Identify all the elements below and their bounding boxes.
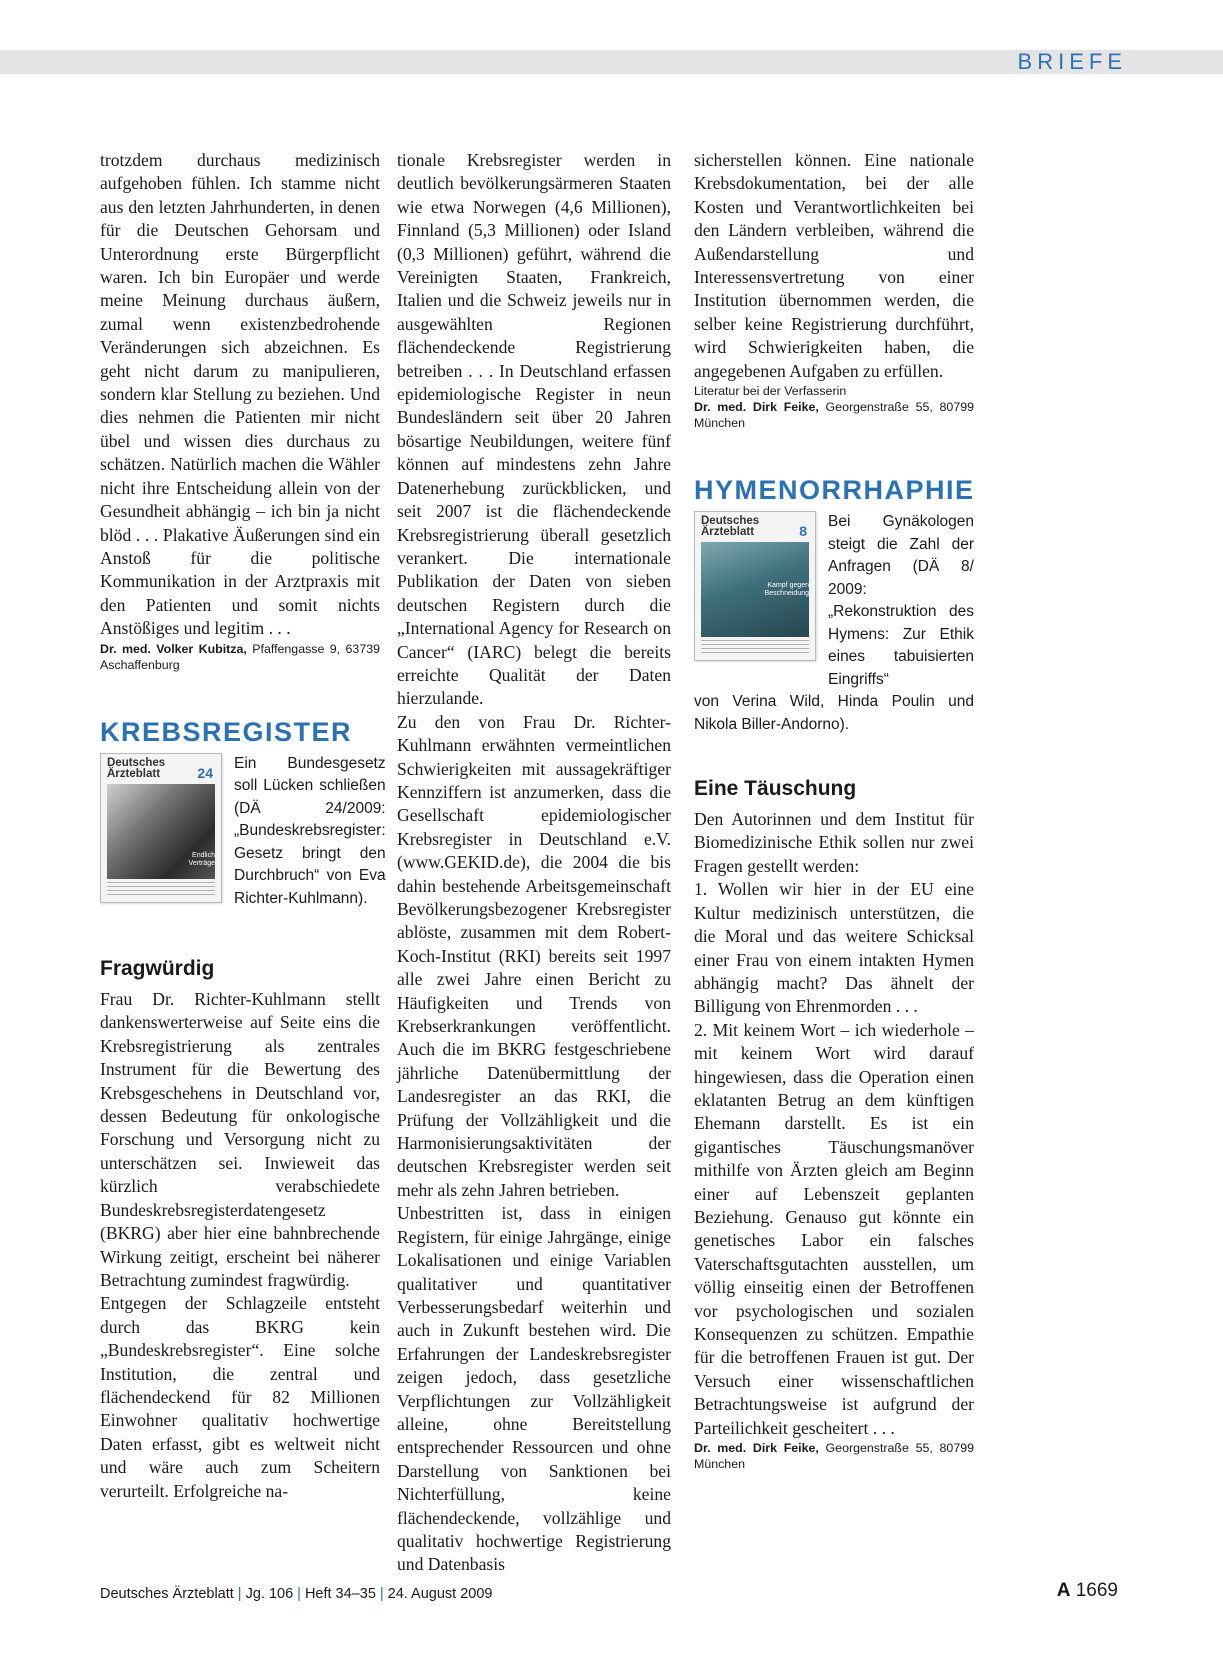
- letter-paragraph: 1. Wollen wir hier in der EU eine Kultur medizinisch unterstützen, die die Moral und das weitere Schicksal einer Frau von einem intakten Hymen abhängig macht? Das ähnelt der Billigung von Ehrenmorden . . .: [694, 879, 974, 1017]
- topic-heading: KREBSREGISTER: [100, 716, 353, 747]
- magazine-cover-image: [100, 753, 222, 903]
- letter-paragraph: Entgegen der Schlagzeile entsteht durch das BKRG kein „Bundeskrebsregister“. Eine solche Institution, die zentral und flächendeckend für 82 Millionen Einwohner qualitativ hochwertige Daten erfasst, gibt es weltweit nicht und wäre auch zum Scheitern verurteilt. Erfolgreiche na-: [100, 1293, 380, 1501]
- article-reference: [100, 753, 386, 911]
- footer-journal: Deutsches Ärzteblatt: [100, 1586, 234, 1602]
- reference-text: Bei Gynäkologen steigt die Zahl der Anfragen (DÄ 8/ 2009: „Rekonstruktion des Hymens: Zur Ethik eines tabuisierten Eingriffs“: [828, 513, 974, 688]
- topic-heading: HYMENORRHAPHIE: [694, 475, 975, 506]
- letter-paragraph: sicherstellen können. Eine nationale Krebsdokumentation, bei der alle Kosten und Verantwortlichkeiten bei den Ländern verbleiben, während die Außendarstellung und Interessensvertretung von einer Institution übernommen werden, die selber keine Registrierung durchführt, wird Schwierigkeiten haben, die angegebenen Aufgaben zu erfüllen.: [694, 150, 974, 381]
- letter-paragraph: tionale Krebsregister werden in deutlich bevölkerungsärmeren Staaten wie etwa Norwegen (4,6 Millionen), Finnland (5,3 Millionen) oder Island (0,3 Millionen) geführt, während die Vereinigten Staaten, Frankreich, Italien und die Schweiz jeweils nur in ausgewählten Regionen flächendeckende Registrierung betreiben . . . In Deutschland erfassen epidemiologische Register in neun Bundesländern seit über 20 Jahren bösartige Neubildungen, weitere fünf können auf mindestens zehn Jahre Datenerhebung zurückblicken, und seit 2007 ist die flächendeckende Krebsregistrierung überall gesetzlich verankert. Die internationale Publikation der Daten von sieben deutschen Registern durch die „International Agency for Research on Cancer“ (IARC) belegt die bereits erreichte Qualität der Daten hierzulande.: [397, 150, 671, 709]
- page-number: [1057, 1580, 1118, 1602]
- author-name: Dr. med. Dirk Feike,: [694, 400, 819, 415]
- letter-paragraph: Zu den von Frau Dr. Richter-Kuhlmann erwähnten vermeintlichen Schwierigkeiten mit aussagekräftiger Kennziffern ist anzumerken, dass die Gesellschaft epidemiologischer Krebsregister in Deutschland e.V. (www.GEKID.de), die 2004 die bis dahin bestehende Arbeitsgemeinschaft Bevölkerungsbezogener Krebsregister ablöste, zusammen mit dem Robert-Koch-Institut (RKI) bereits seit 1997 alle zwei Jahre einen Bericht zu Häufigkeiten und Trends von Krebserkrankungen veröffentlicht. Auch die im BKRG festgeschriebene jährliche Datenübermittlung der Landesregister an das RKI, die Prüfung der Vollzähligkeit und die Harmonisierungsaktivitäten der deutschen Krebsregister werden seit mehr als zehn Jahren betrieben.: [397, 711, 671, 1200]
- magazine-cover-image: [694, 511, 816, 661]
- author-address: Georgenstraße 55, 80799 München: [694, 400, 974, 431]
- page-prefix: A: [1056, 1580, 1071, 1601]
- column-1: [100, 149, 386, 1503]
- column-3: [694, 149, 974, 1472]
- cover-text-lines: [701, 640, 809, 654]
- author-signature: [694, 1440, 974, 1472]
- footer-volume: Jg. 106: [245, 1586, 294, 1602]
- cover-title: Deutsches Ärzteblatt: [701, 515, 760, 539]
- article-reference: [694, 511, 974, 691]
- letter-paragraph: 2. Mit keinem Wort – ich wiederhole – mit keinem Wort wird darauf hingewiesen, dass die Operation einen eklatanten Betrug an dem künftigen Ehemann darstellt. Es ist ein gigantisches Täuschungsmanöver mithilfe von Ärzten gleich am Beginn einer auf Lebenszeit geplanten Beziehung. Genauso gut könnte ein genetisches Labor ein falsches Vaterschaftsgutachten ausstellen, um völlig einseitig einen der Betroffenen vor psychologischen und sozialen Konsequenzen zu schützen. Empathie für die betroffenen Frauen ist gut. Der Versuch einer wissenschaftlichen Betrachtungsweise ist aufgrund der Parteilichkeit gescheitert . . .: [694, 1019, 974, 1438]
- footer-issue: Heft 34–35: [304, 1586, 376, 1602]
- cover-caption: Endlich Verträge: [188, 851, 215, 867]
- cover-title: Deutsches Ärzteblatt: [107, 756, 166, 780]
- letter-title: Eine Täuschung: [694, 777, 857, 801]
- cover-text-lines: [107, 882, 215, 896]
- footer-separator: |: [237, 1586, 242, 1602]
- cover-issue-number: 8: [799, 523, 807, 540]
- reference-text: Ein Bundesgesetz soll Lücken schließen (DÄ 24/2009: „Bundeskrebsregister: Gesetz bringt den Durchbruch“ von Eva Richter-Kuhlmann).: [234, 754, 386, 907]
- footer-separator: |: [379, 1586, 384, 1602]
- letter-paragraph: Unbestritten ist, dass in einigen Registern, für einige Jahrgänge, einige Lokalisationen und einige Variablen qualitativer und quantitativer Verbesserungsbedarf weiterhin und auch in Zukunft bestehen wird. Die Erfahrungen der Landeskrebsregister zeigen jedoch, dass gesetzliche Verpflichtungen zur Vollzähligkeit alleine, ohne Bereitstellung entsprechender Ressourcen und ohne Darstellung von Sanktionen bei Nichterfüllung, keine flächendeckende, vollzählige und qualitativ hochwertige Registrierung und Datenbasis: [397, 1203, 671, 1575]
- literature-note: Literatur bei der Verfasserin: [694, 384, 847, 399]
- letter-paragraph: Frau Dr. Richter-Kuhlmann stellt dankenswerterweise auf Seite eins die Krebsregistrierung als zentrales Instrument für die Bewertung des Krebsgeschehens in Deutschland vor, dessen Bedeutung für onkologische Forschung und Versorgung nicht zu unterschätzen sei. Inwieweit das kürzlich verabschiedete Bundeskrebsregisterdatengesetz (BKRG) aber hier eine bahnbrechende Wirkung zeitigt, erscheint bei näherer Betrachtung zumindest fragwürdig.: [100, 989, 380, 1290]
- letter-title: Fragwürdig: [100, 957, 215, 981]
- section-label: BRIEFE: [1017, 49, 1127, 74]
- cover-caption: Kampf gegen Beschneidung: [764, 582, 809, 598]
- author-signature: [694, 399, 974, 431]
- reference-text-continued: von Verina Wild, Hinda Poulin und Nikola Biller-Andorno).: [694, 693, 974, 733]
- cover-issue-number: 24: [197, 764, 213, 781]
- letter-paragraph: trotzdem durchaus medizinisch aufgehoben fühlen. Ich stamme nicht aus den letzten Jahrhunderten, in denen für die Deutschen Gehorsam und Unterordnung erste Bürgerpflicht waren. Ich bin Europäer und werde meine Meinung durchaus äußern, zumal wenn existenzbedrohende Veränderungen sich abzeichnen. Es geht nicht darum zu manipulieren, sondern klar Stellung zu beziehen. Und dies nehmen die Patienten mir nicht übel und wissen dies durchaus zu schätzen. Natürlich machen die Wähler nicht ihre Entscheidung allein von der Gesundheit abhängig – ich bin ja nicht blöd . . . Plakative Äußerungen sind ein Anstoß für die politische Kommunikation in der Arztpraxis mit den Patienten und somit nichts Anstößiges und legitim . . .: [100, 150, 380, 639]
- letter-paragraph: Den Autorinnen und dem Institut für Biomedizinische Ethik sollen nur zwei Fragen gestellt werden:: [694, 809, 974, 876]
- author-signature: [100, 641, 380, 673]
- footer-date: 24. August 2009: [387, 1586, 493, 1602]
- author-address: Pfaffengasse 9, 63739 Aschaffenburg: [100, 641, 380, 672]
- author-name: Dr. med. Dirk Feike,: [694, 1441, 819, 1456]
- page-number-value: 1669: [1075, 1580, 1118, 1601]
- footer-citation: [100, 1586, 493, 1602]
- author-name: Dr. med. Volker Kubitza,: [100, 641, 247, 656]
- footer-separator: |: [297, 1586, 301, 1602]
- author-address: Georgenstraße 55, 80799 München: [694, 1441, 974, 1472]
- column-2: [397, 149, 671, 1577]
